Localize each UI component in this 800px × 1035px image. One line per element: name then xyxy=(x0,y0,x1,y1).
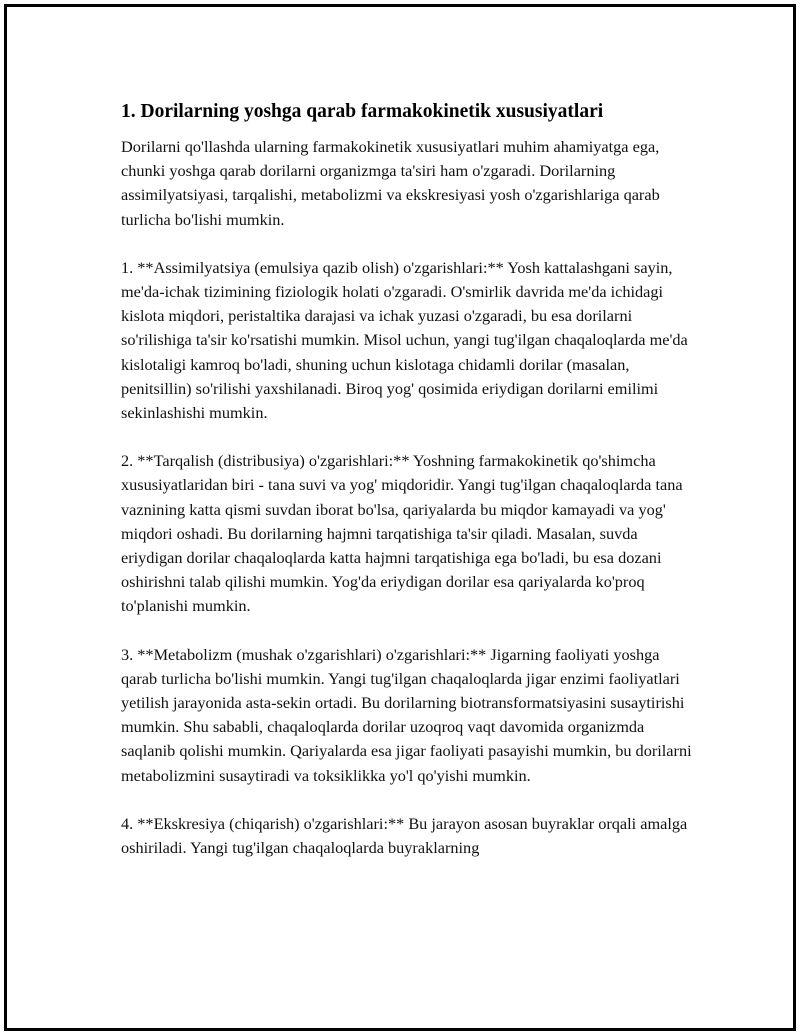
section-heading: 1. Dorilarning yoshga qarab farmakokinetik xususiyatlari xyxy=(121,101,604,122)
excretion-paragraph: 4. **Ekskresiya (chiqarish) o'zgarishlari:** Bu jarayon asosan buyraklar orqali amalga oshiriladi. Yangi tug'ilgan chaqaloqlarda buyraklarning xyxy=(121,813,688,858)
intro-paragraph: Dorilarni qo'llashda ularning farmakokinetik xususiyatlari muhim ahamiyatga ega, chunki yoshga qarab dorilarni organizmga ta'siri ham o'zgaradi. Dorilarning assimilyatsiyasi, tarqalishi, metabolizmi va ekskresiyasi yosh o'zgarishlariga qarab turlicha bo'lishi mumkin. xyxy=(121,137,660,229)
distribution-paragraph: 2. **Tarqalish (distribusiya) o'zgarishlari:** Yoshning farmakokinetik qo'shimcha xususiyatlaridan biri - tana suvi va yog' miqdoridir. Yangi tug'ilgan chaqaloqlarda tana vaznining katta qismi suvdan iborat bo'lsa, qariyalarda bu miqdor kamayadi va yog' miqdori oshadi. Bu dorilarning hajmni tarqatishiga ta'sir qiladi. Masalan, suvda eriydigan dorilar chaqaloqlarda katta hajmni tarqatishiga ega bo'ladi, bu esa dozani oshirishni talab qilishi mumkin. Yog'da eriydigan dorilar esa qariyalarda ko'proq to'planishi mumkin. xyxy=(121,451,683,616)
metabolism-paragraph: 3. **Metabolizm (mushak o'zgarishlari) o'zgarishlari:** Jigarning faoliyati yoshga qarab turlicha bo'lishi mumkin. Yangi tug'ilgan chaqaloqlarda jigar enzimi faoliyatlari yetilish jarayonida asta-sekin ortadi. Bu dorilarning biotransformatsiyasini susaytirishi mumkin. Shu sababli, chaqaloqlarda dorilar uzoqroq vaqt davomida organizmda saqlanib qolishi mumkin. Qariyalarda esa jigar faoliyati pasayishi mumkin, bu dorilarni metabolizmini susaytiradi va toksiklikka yo'l qo'yishi mumkin. xyxy=(121,644,692,785)
document-body xyxy=(121,99,697,860)
assimilation-paragraph: 1. **Assimilyatsiya (emulsiya qazib olish) o'zgarishlari:** Yosh kattalashgani sayin, me'da-ichak tizimining fiziologik holati o'zgaradi. O'smirlik davrida me'da ichidagi kislota miqdori, peristaltika darajasi va ichak yuzasi o'zgaradi, bu esa dorilarni so'rilishiga ta'sir ko'rsatishi mumkin. Misol uchun, yangi tug'ilgan chaqaloqlarda me'da kislotaligi kamroq bo'ladi, shuning uchun kislotaga chidamli dorilar (masalan, penitsillin) so'rilishi yaxshilanadi. Biroq yog' qosimida eriydigan dorilarni emilimi sekinlashishi mumkin. xyxy=(121,257,688,423)
page-frame xyxy=(4,4,796,1031)
